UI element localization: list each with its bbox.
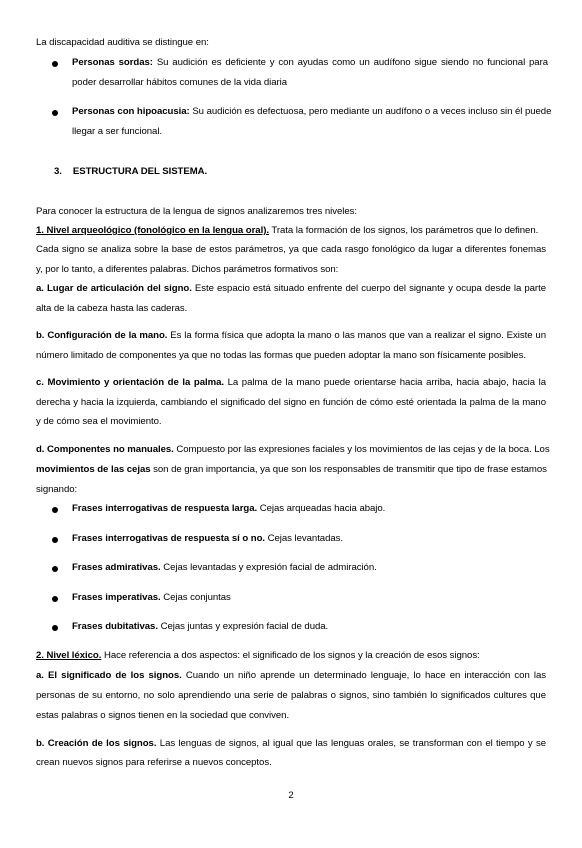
list-item-frases: Frases imperativas. Cejas conjuntas: [72, 592, 231, 603]
param-a-line1: a. Lugar de articulación del signo. Este espacio está situado enfrente del cuerpo del signante y ocupa desde la parte: [36, 283, 546, 294]
lexico-b-line2: crean nuevos signos para referirse a nuevos conceptos.: [36, 757, 272, 768]
list-item-frases: Frases interrogativas de respuesta sí o no. Cejas levantadas.: [72, 533, 344, 544]
nivel2-line1: 2. Nivel léxico. Hace referencia a dos aspectos: el significado de los signos y la creación de esos signos:: [36, 650, 480, 661]
param-b-line1: b. Configuración de la mano. Es la forma física que adopta la mano o las manos que van a realizar el signo. Existe un: [36, 330, 546, 341]
list-item-frases: Frases admirativas. Cejas levantadas y expresión facial de admiración.: [72, 562, 377, 573]
nivel1-line2: Cada signo se analiza sobre la base de estos parámetros, ya que cada rasgo fonológico da lugar a diferentes fonemas: [36, 244, 546, 255]
lexico-b-line1: b. Creación de los signos. Las lenguas de signos, al igual que las lenguas orales, se transforman con el tiempo y se: [36, 738, 546, 749]
bullet: [52, 625, 58, 631]
bullet: [52, 537, 58, 543]
list-item-sordas-line2: poder desarrollar hábitos comunes de la vida diaria: [72, 77, 288, 88]
bullet: [52, 566, 58, 572]
list-item-sordas-line1: Personas sordas: Su audición es deficiente y con ayudas como un audífono sigue siendo no funcional para: [72, 57, 549, 68]
list-item-hipoacusia-line2: llegar a ser funcional.: [72, 126, 163, 137]
param-b-line2: número limitado de componentes ya que no todas las formas que pueden adoptar la mano son físicamente posibles.: [36, 350, 526, 361]
list-item-frases: Frases dubitativas. Cejas juntas y expresión facial de duda.: [72, 621, 329, 632]
list-item-frases: Frases interrogativas de respuesta larga. Cejas arqueadas hacia abajo.: [72, 503, 386, 514]
param-d-line2: movimientos de las cejas son de gran importancia, ya que son los responsables de transmitir que tipo de frase estamos: [36, 464, 547, 475]
intro-text: La discapacidad auditiva se distingue en:: [36, 37, 209, 48]
nivel1-line1: 1. Nivel arqueológico (fonológico en la lengua oral). Trata la formación de los signos, los parámetros que lo definen.: [36, 225, 539, 236]
list-item-hipoacusia-line1: Personas con hipoacusia: Su audición es defectuosa, pero mediante un audífono o a veces incluso sin él puede: [72, 106, 552, 117]
param-c-line3: y de cómo sea el movimiento.: [36, 416, 162, 427]
page-number: 2: [288, 790, 294, 801]
param-d-line3: signando:: [36, 484, 78, 495]
section-heading: 3. ESTRUCTURA DEL SISTEMA.: [54, 166, 208, 177]
bullet: [52, 507, 58, 513]
param-d-line1: d. Componentes no manuales. Compuesto por las expresiones faciales y los movimientos de las cejas y de la boca. Los: [36, 444, 550, 455]
bullet: [52, 61, 58, 67]
bullet: [52, 110, 58, 116]
param-c-line2: derecha y hacia la izquierda, cambiando el significado del signo en función de cómo esté orientada la palma de la mano: [36, 397, 546, 408]
lexico-a-line3: estas palabras o signos tienen en la sociedad que conviven.: [36, 710, 290, 721]
nivel1-line3: y, por lo tanto, a diferentes palabras. Dichos parámetros formativos son:: [36, 264, 339, 275]
lexico-a-line1: a. El significado de los signos. Cuando un niño aprende un determinado lenguaje, lo hace en interacción con las: [36, 670, 546, 681]
lexico-a-line2: personas de su entorno, no solo aprendiendo una serie de palabras o signos, sino también lo significados cultures que: [36, 690, 546, 701]
param-c-line1: c. Movimiento y orientación de la palma. La palma de la mano puede orientarse hacia arriba, hacia abajo, hacia la: [36, 377, 546, 388]
param-a-line2: alta de la cabeza hasta las caderas.: [36, 303, 188, 314]
bullet: [52, 596, 58, 602]
para-intro: Para conocer la estructura de la lengua de signos analizaremos tres niveles:: [36, 206, 357, 217]
